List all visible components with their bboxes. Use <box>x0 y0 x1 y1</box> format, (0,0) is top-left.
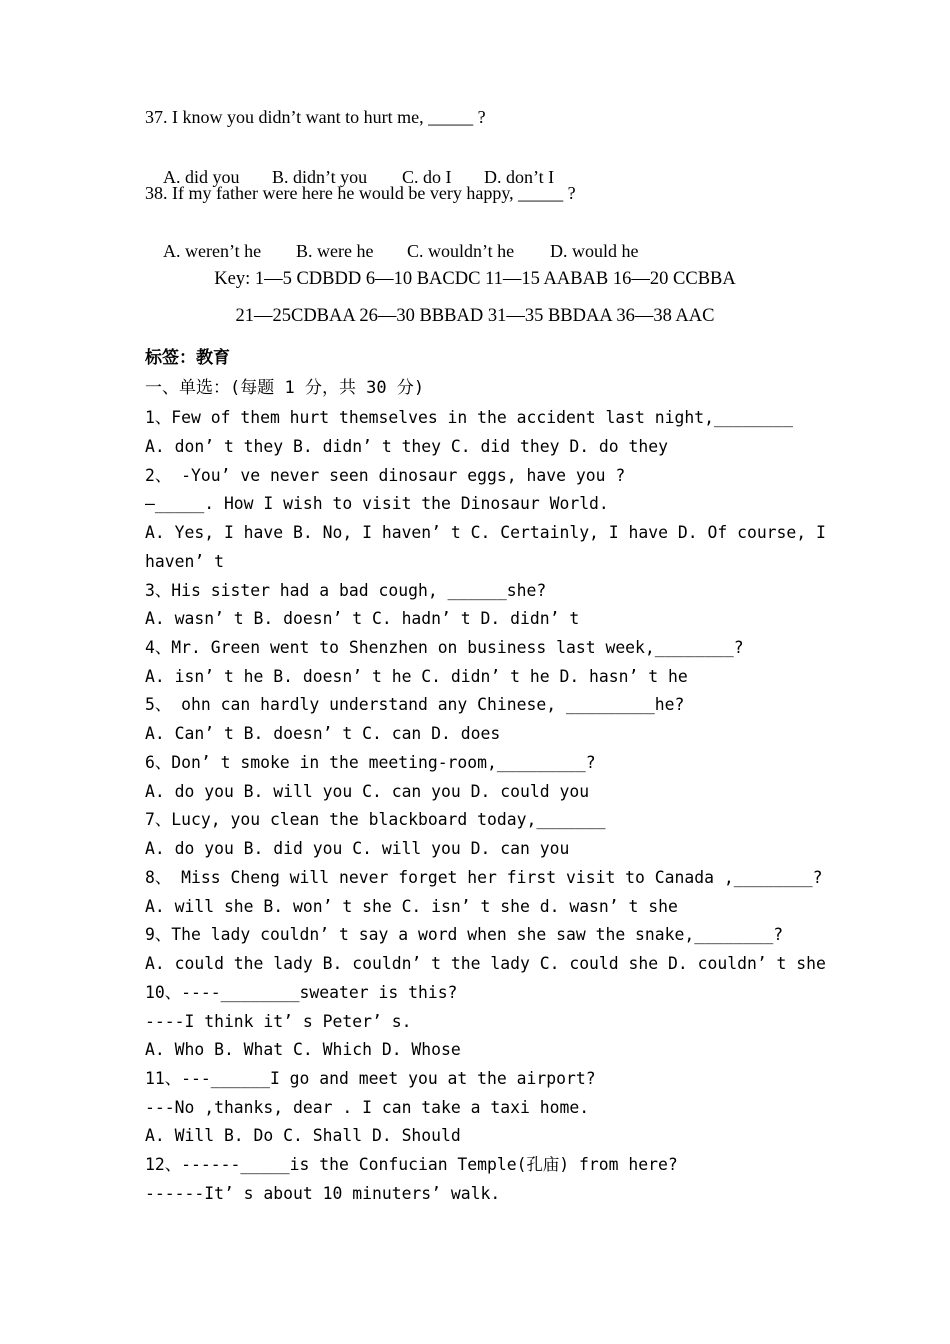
option-a: A. weren’t he <box>163 241 262 261</box>
exercise-line: 2、 -You’ ve never seen dinosaur eggs, have you ? <box>145 466 626 485</box>
exercise-line: A. will she B. won’ t she C. isn’ t she d. wasn’ t she <box>145 897 678 916</box>
answer-key-line-2: 21—25CDBAA 26—30 BBBAD 31—35 BBDAA 36—38 AAC <box>235 306 715 326</box>
option-b: B. didn’t you <box>272 167 368 187</box>
section-title: 一、单选：(每题 1 分，共 30 分) <box>145 378 425 398</box>
tag-label: 标签：教育 <box>145 348 230 368</box>
exercise-line: A. don’ t they B. didn’ t they C. did they D. do they <box>145 437 669 456</box>
exercise-line: 6、Don’ t smoke in the meeting-room,_________? <box>145 753 596 772</box>
exercise-line: A. do you B. will you C. can you D. could you <box>145 782 590 801</box>
option-d: D. would he <box>550 241 639 261</box>
exercise-line: 10、----________sweater is this? <box>145 983 458 1002</box>
exercise-line: A. Will B. Do C. Shall D. Should <box>145 1126 461 1145</box>
exercise-line: A. Who B. What C. Which D. Whose <box>145 1040 461 1059</box>
option-b: B. were he <box>296 241 374 261</box>
question-38: 38. If my father were here he would be very happy, _____ ? <box>145 183 576 203</box>
option-c: C. do I <box>402 167 452 187</box>
exercise-line: 1、Few of them hurt themselves in the accident last night,________ <box>145 408 793 427</box>
exercise-line: 12、------_____is the Confucian Temple(孔庙) from here? <box>145 1155 678 1174</box>
question-37: 37. I know you didn’t want to hurt me, _____ ? <box>145 107 486 127</box>
exercise-line: A. wasn’ t B. doesn’ t C. hadn’ t D. didn’ t <box>145 609 580 628</box>
exercise-line: 3、His sister had a bad cough, ______she? <box>145 581 547 600</box>
exercise-line: ---No ,thanks, dear . I can take a taxi home. <box>145 1098 590 1117</box>
exercise-line: haven’ t <box>145 552 224 571</box>
option-a: A. did you <box>163 167 240 187</box>
exercise-line: A. do you B. did you C. will you D. can you <box>145 839 570 858</box>
exercise-line: 5、 ohn can hardly understand any Chinese, _________he? <box>145 695 685 714</box>
option-d: D. don’t I <box>484 167 555 187</box>
exercise-line: A. isn’ t he B. doesn’ t he C. didn’ t he D. hasn’ t he <box>145 667 688 686</box>
exercise-line: A. could the lady B. couldn’ t the lady C. could she D. couldn’ t she <box>145 954 826 973</box>
exercise-line: 11、---______I go and meet you at the airport? <box>145 1069 596 1088</box>
exercise-line: ------It’ s about 10 minuters’ walk. <box>145 1184 501 1203</box>
answer-key-line-1: Key: 1—5 CDBDD 6—10 BACDC 11—15 AABAB 16—20 CCBBA <box>214 269 736 289</box>
exercise-line: A. Yes, I have B. No, I haven’ t C. Certainly, I have D. Of course, I <box>145 523 826 542</box>
exercise-line: ----I think it’ s Peter’ s. <box>145 1012 412 1031</box>
exercise-line: 9、The lady couldn’ t say a word when she saw the snake,________? <box>145 925 784 944</box>
exercise-line: A. Can’ t B. doesn’ t C. can D. does <box>145 724 501 743</box>
exercise-line: 7、Lucy, you clean the blackboard today,_______ <box>145 810 606 829</box>
exercise-line: 4、Mr. Green went to Shenzhen on business last week,________? <box>145 638 744 657</box>
option-c: C. wouldn’t he <box>407 241 515 261</box>
exercise-line: 8、 Miss Cheng will never forget her first visit to Canada ,________? <box>145 868 823 887</box>
exercise-line: —_____. How I wish to visit the Dinosaur World. <box>145 494 609 513</box>
